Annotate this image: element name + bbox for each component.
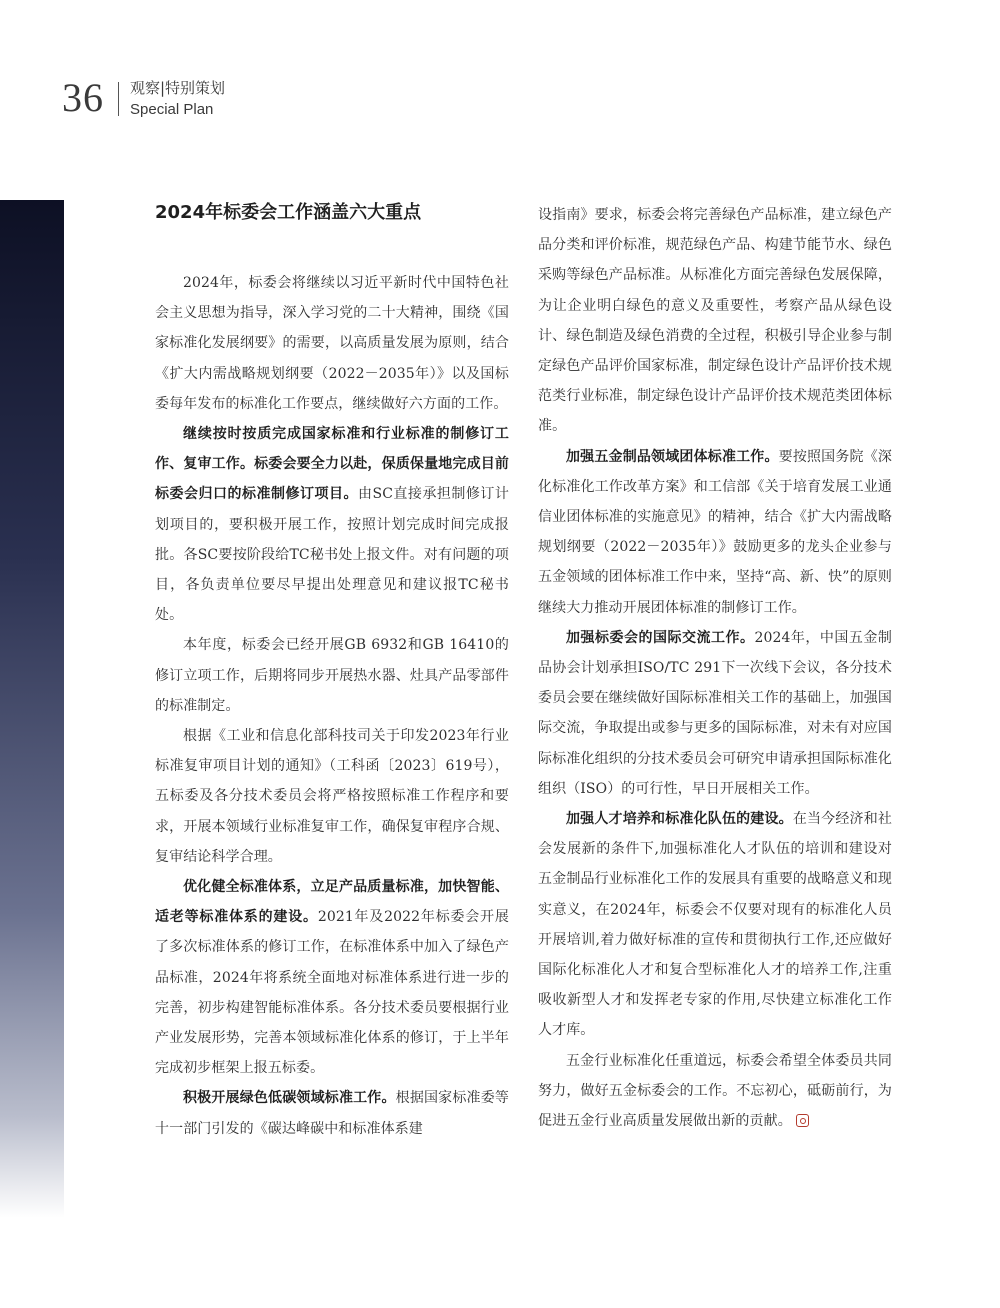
paragraph-green-continued: 设指南》要求，标委会将完善绿色产品标准，建立绿色产品分类和评价标准，规范绿色产品、构建节能节水、绿色采购等绿色产品标准。从标准化方面完善绿色发展保障，为让企业明白绿色的意义及重要性，考察产品从绿色设计、绿色制造及绿色消费的全过程，积极引导企业参与制定绿色产品评价国家标准，制定绿色设计产品评价技术规范类行业标准，制定绿色设计产品评价技术规范类团体标准。 xyxy=(538,207,892,435)
paragraph-gb-revision: 本年度，标委会已经开展GB 6932和GB 16410的修订立项工作，后期将同步开展热水器、灶具产品零部件的标准制定。 xyxy=(155,637,509,714)
right-column xyxy=(538,200,892,1136)
section-subtitle: Special Plan xyxy=(130,101,214,118)
paragraph-standards-revision xyxy=(155,419,509,630)
page-number: 36 xyxy=(62,75,104,120)
header-divider xyxy=(118,82,119,116)
paragraph-standard-system xyxy=(155,872,509,1083)
paragraph-intro: 2024年，标委会将继续以习近平新时代中国特色社会主义思想为指导，深入学习党的二十大精神，围绕《国家标准化发展纲要》的需要，以高质量发展为原则，结合《扩大内需战略规划纲要（2022－2035年）》以及国标委每年发布的标准化工作要点，继续做好六方面的工作。 xyxy=(155,275,509,412)
article-title: 2024年标委会工作涵盖六大重点 xyxy=(155,202,422,223)
paragraph-body: 五金行业标准化任重道远，标委会希望全体委员共同努力，做好五金标委会的工作。不忘初心，砥砺前行，为促进五金行业高质量发展做出新的贡献。 xyxy=(538,1052,892,1130)
paragraph-lead: 加强标委会的国际交流工作。 xyxy=(566,629,755,646)
section-label: 观察|特别策划 xyxy=(130,79,226,97)
left-column xyxy=(155,198,509,1144)
paragraph-body: 2021年及2022年标委会开展了多次标准体系的修订工作，在标准体系中加入了绿色产品标准，2024年将系统全面地对标准体系进行进一步的完善，初步构建智能标准体系。各分技术委员要根据行业产业发展形势，完善本领域标准化体系的修订，于上半年完成初步框架上报五标委。 xyxy=(155,909,509,1077)
paragraph-green-low-carbon xyxy=(155,1083,509,1143)
end-mark-icon xyxy=(796,1114,809,1127)
paragraph-lead: 优化健全标准体系，立足产品质量标准，加快智能、适老等标准体系的建设。 xyxy=(155,879,509,926)
paragraph-lead: 加强五金制品领域团体标准工作。 xyxy=(566,448,779,465)
paragraph-body: 根据国家标准委等十一部门引发的《碳达峰碳中和标准体系建 xyxy=(155,1090,509,1137)
paragraph-review-work: 根据《工业和信息化部科技司关于印发2023年行业标准复审项目计划的通知》（工科函〔2023〕619号），五标委及各分技术委员会将严格按照标准工作程序和要求，开展本领域行业标准复审工作，确保复审程序合规、复审结论科学合理。 xyxy=(155,728,509,865)
paragraph-lead: 积极开展绿色低碳领域标准工作。 xyxy=(183,1090,396,1107)
paragraph-body: 由SC直接承担制修订计划项目的，要积极开展工作，按照计划完成时间完成报批。各SC要按阶段给TC秘书处上报文件。对有问题的项目，各负责单位要尽早提出处理意见和建议报TC秘书处。 xyxy=(155,486,509,624)
paragraph-lead: 继续按时按质完成国家标准和行业标准的制修订工作、复审工作。标委会要全力以赴，保质保量地完成目前标委会归口的标准制修订项目。 xyxy=(155,426,509,503)
decorative-side-bar xyxy=(0,200,64,1218)
paragraph-talent-building xyxy=(538,804,892,1046)
paragraph-lead: 加强人才培养和标准化队伍的建设。 xyxy=(566,811,793,828)
paragraph-group-standards xyxy=(538,442,892,623)
paragraph-conclusion xyxy=(538,1046,892,1137)
paragraph-body: 在当今经济和社会发展新的条件下,加强标准化人才队伍的培训和建设对五金制品行业标准化工作的发展具有重要的战略意义和现实意义，在2024年，标委会不仅要对现有的标准化人员开展培训,着力做好标准的宣传和贯彻执行工作,还应做好国际化标准化人才和复合型标准化人才的培养工作,注重吸收新型人才和发挥老专家的作用,尽快建立标准化工作人才库。 xyxy=(538,811,892,1039)
paragraph-body: 2024年，中国五金制品协会计划承担ISO/TC 291下一次线下会议，各分技术委员会要在继续做好国际标准相关工作的基础上，加强国际交流，争取提出或参与更多的国际标准，对未有对应国际标准化组织的分技术委员会可研究申请承担国际标准化组织（ISO）的可行性，早日开展相关工作。 xyxy=(538,629,892,797)
paragraph-body: 要按照国务院《深化标准化工作改革方案》和工信部《关于培育发展工业通信业团体标准的实施意见》的精神，结合《扩大内需战略规划纲要（2022－2035年）》鼓励更多的龙头企业参与五金领域的团体标准工作中来，坚持“高、新、快”的原则继续大力推动开展团体标准的制修订工作。 xyxy=(538,448,892,616)
paragraph-international-exchange xyxy=(538,623,892,804)
